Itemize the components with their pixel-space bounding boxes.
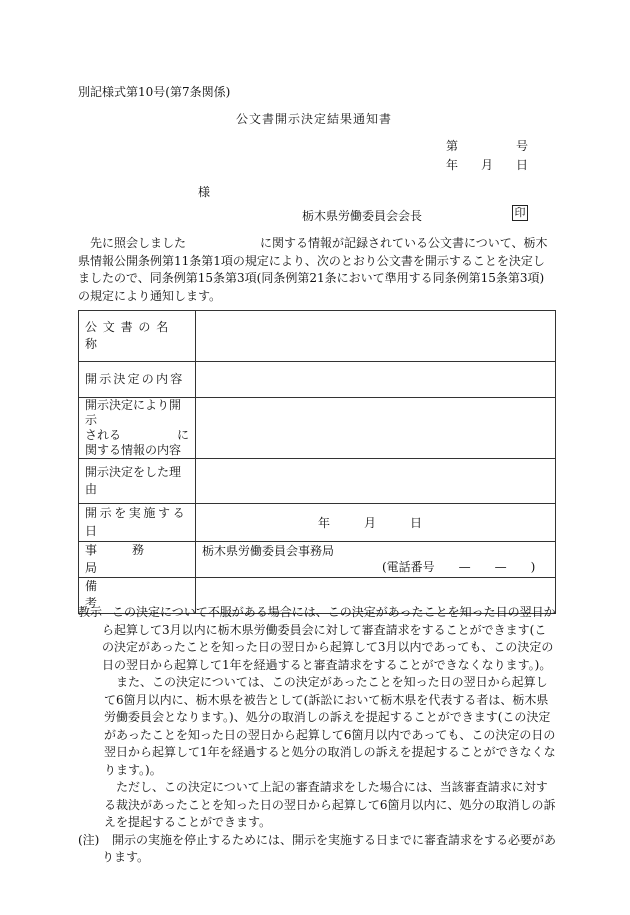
note-block bbox=[78, 832, 556, 867]
table-row bbox=[79, 542, 556, 578]
note-text: 開示の実施を停止するためには、開示を実施する日までに審査請求をする必要があります。 bbox=[102, 832, 557, 864]
month-label: 月 bbox=[481, 158, 494, 172]
note-heading: (注) bbox=[78, 832, 100, 847]
reason-label bbox=[79, 459, 196, 504]
day-label: 日 bbox=[516, 158, 529, 172]
decision-content-value bbox=[196, 362, 556, 398]
instruction-heading: 教示 bbox=[78, 605, 103, 619]
label-text: 開示を実施する日 bbox=[85, 506, 188, 538]
instruction-para-2: また、この決定については、この決定があったことを知った日の翌日から起算して6箇月以内に、栃木県を被告として(訴訟において栃木県を代表する者は、栃木県労働委員会となります。)、処分の取消しの訴えを提起することができます(この決定があったことを知った日の翌日から起算して6箇月以内であっても、この決定の日の翌日から起算して1年を経過すると処分の取消しの訴えを提起することができなくなります。)。 bbox=[104, 675, 556, 777]
spread-label bbox=[85, 319, 189, 354]
phone-number: (電話番号 — — ) bbox=[382, 560, 536, 574]
disclosure-date-label bbox=[79, 504, 196, 542]
intro-part2: に関する情報が記録されている公文書について、栃木県情報公開条例第11条第1項の規定により、次のとおり公文書を開示することを決定しましたので、同条例第15条第3項(同条例第21条において準用する同条例第15条第3項)の規定により通知します。 bbox=[78, 236, 548, 303]
label-text: 事務局 bbox=[85, 543, 180, 575]
table-row bbox=[79, 311, 556, 362]
year-label: 年 bbox=[446, 158, 459, 172]
day-label: 日 bbox=[410, 515, 423, 530]
sender-name: 栃木県労働委員会会長 bbox=[302, 209, 423, 223]
instruction-para-1: この決定について不服がある場合には、この決定があったことを知った日の翌日から起算して3月以内に栃木県労働委員会に対して審査請求をすることができます(この決定があったことを知った日の翌日から起算して3月以内であっても、この決定の日の翌日から起算して1年を経過すると審査請求をすることができなくなります。)。 bbox=[102, 605, 556, 672]
reason-value bbox=[196, 459, 556, 504]
addressee: 様 bbox=[198, 185, 211, 199]
office-value bbox=[196, 542, 556, 578]
seal-stamp: 印 bbox=[512, 205, 528, 221]
doc-name-value bbox=[196, 311, 556, 362]
table-row bbox=[79, 362, 556, 398]
disclosure-date-value bbox=[196, 504, 556, 542]
instruction-block bbox=[78, 604, 556, 832]
label-line-3: 関する情報の内容 bbox=[85, 443, 182, 457]
table-row bbox=[79, 459, 556, 504]
label-text: 開示決定をした理由 bbox=[85, 464, 182, 496]
year-label: 年 bbox=[318, 515, 331, 530]
office-label bbox=[79, 542, 196, 578]
decision-content-label bbox=[79, 362, 196, 398]
label-line-2 bbox=[85, 428, 189, 443]
number-prefix: 第 bbox=[446, 139, 459, 153]
label-text: 開示決定の内容 bbox=[85, 371, 185, 386]
instruction-para-3: ただし、この決定について上記の審査請求をした場合には、当該審査請求に対する裁決があったことを知った日の翌日から起算して6箇月以内に、処分の取消しの訴えを提起することができます。 bbox=[104, 780, 556, 829]
disclosed-info-label bbox=[79, 398, 196, 459]
label-line-2b: に bbox=[176, 428, 189, 442]
label-line-2a: される bbox=[85, 428, 122, 442]
intro-paragraph bbox=[78, 235, 556, 305]
doc-name-label bbox=[79, 311, 196, 362]
disclosed-info-value bbox=[196, 398, 556, 459]
number-suffix: 号 bbox=[516, 139, 529, 153]
office-name: 栃木県労働委員会事務局 bbox=[202, 544, 335, 558]
label-text: 公文書の名称 bbox=[85, 319, 175, 351]
month-label: 月 bbox=[364, 515, 377, 530]
details-table bbox=[78, 310, 556, 614]
label-text: 備考 bbox=[85, 579, 168, 611]
instruction-section bbox=[78, 604, 556, 867]
form-number: 別記様式第10号(第7条関係) bbox=[78, 85, 231, 99]
table-row bbox=[79, 504, 556, 542]
intro-part1: 先に照会しました bbox=[90, 236, 187, 250]
table-row bbox=[79, 398, 556, 459]
document-title: 公文書開示決定結果通知書 bbox=[236, 112, 393, 126]
label-line-1: 開示決定により開示 bbox=[85, 398, 182, 427]
